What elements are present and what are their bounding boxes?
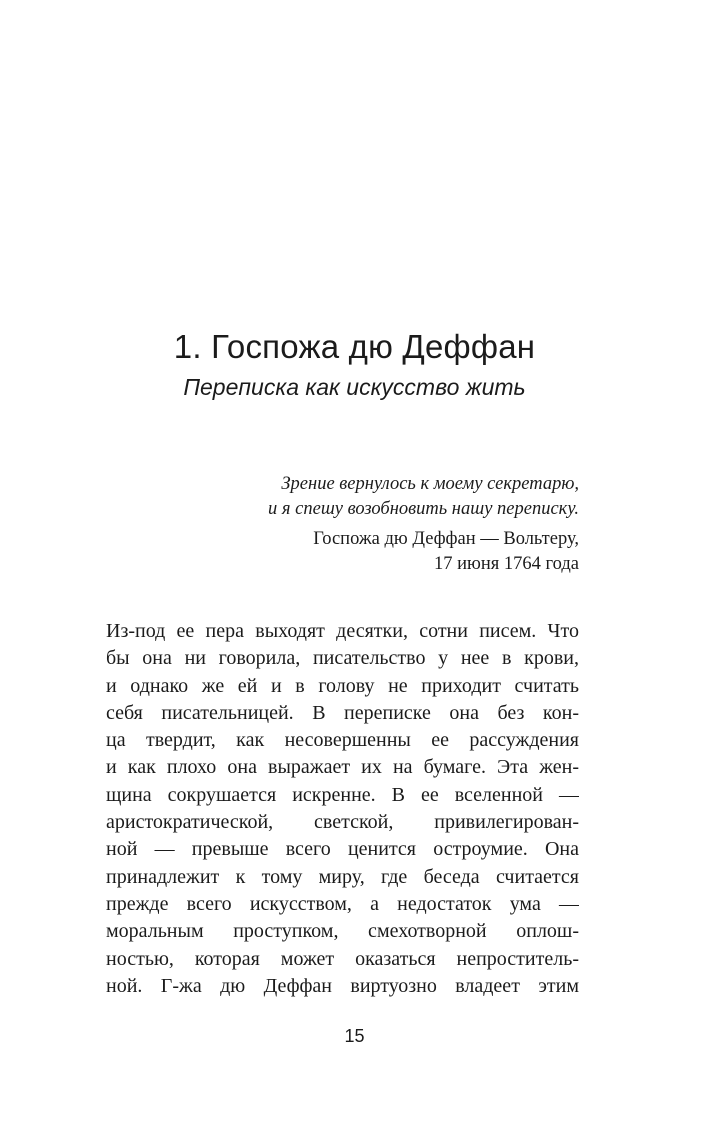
- body-line: прежде всего искусством, а недостаток ума —: [106, 892, 579, 915]
- epigraph-attribution: Госпожа дю Деффан — Вольтеру,: [313, 529, 579, 549]
- body-line: ца твердит, как несовершенны ее рассуждения: [106, 729, 579, 752]
- epigraph-date: 17 июня 1764 года: [434, 554, 579, 574]
- body-line: ной — превыше всего ценится остроумие. Она: [106, 838, 579, 861]
- body-line: ной. Г-жа дю Деффан виртуозно владеет этим: [106, 974, 579, 997]
- epigraph-line: и я спешу возобновить нашу переписку.: [268, 499, 579, 519]
- body-paragraph: [106, 618, 579, 1000]
- body-line: принадлежит к тому миру, где беседа считается: [106, 865, 579, 888]
- body-line: и как плохо она выражает их на бумаге. Эта жен-: [106, 756, 579, 779]
- body-line: и однако же ей и в голову не приходит считать: [106, 674, 579, 697]
- body-line: себя писательницей. В переписке она без кон-: [106, 701, 579, 724]
- body-line: бы она ни говорила, писательство у нее в крови,: [106, 647, 579, 670]
- chapter-subtitle: Переписка как искусство жить: [183, 374, 526, 400]
- body-line: Из-под ее пера выходят десятки, сотни писем. Что: [106, 620, 579, 642]
- body-line: щина сокрушается искренне. В ее вселенной —: [106, 783, 579, 806]
- body-line: моральным проступком, смехотворной оплош-: [106, 920, 579, 943]
- epigraph: [119, 472, 579, 577]
- epigraph-line: Зрение вернулось к моему секретарю,: [281, 474, 579, 494]
- chapter-title: 1. Госпожа дю Деффан: [173, 328, 536, 365]
- body-line: аристократической, светской, привилегирован-: [106, 811, 579, 834]
- page-number: 15: [344, 1026, 365, 1046]
- body-line: ностью, которая может оказаться непроститель-: [106, 947, 579, 970]
